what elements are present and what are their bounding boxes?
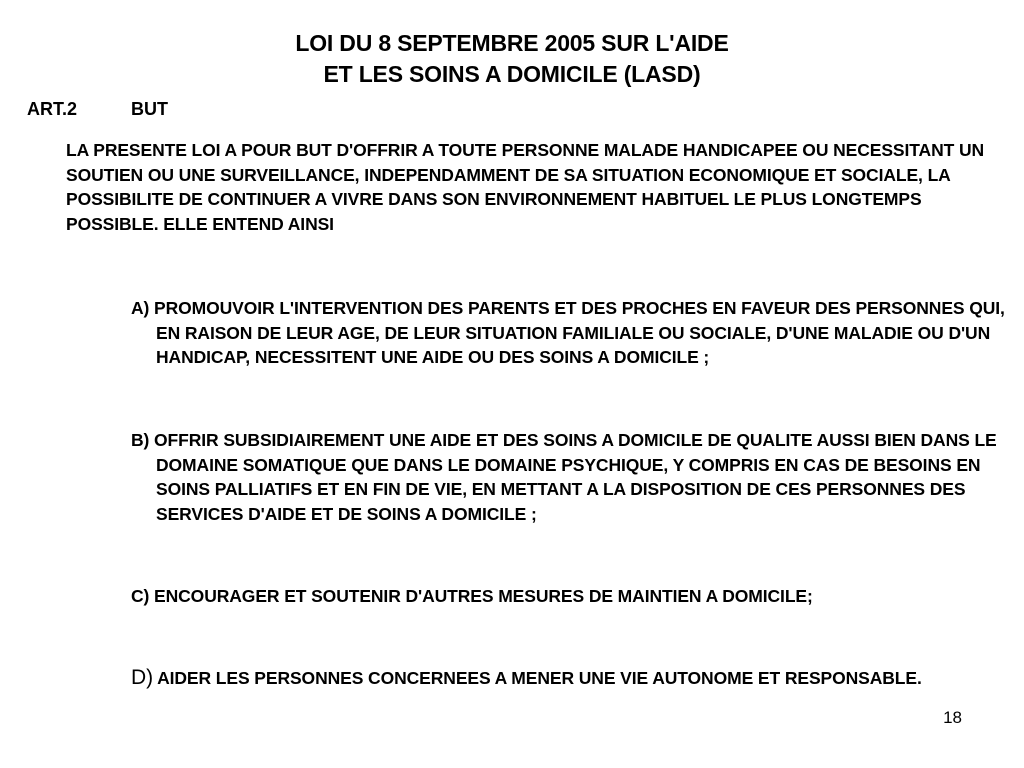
title-line-2: ET LES SOINS A DOMICILE (LASD) [323,61,701,87]
article-label: BUT [131,99,168,119]
list-item-a [131,296,1016,370]
item-text: ENCOURAGER ET SOUTENIR D'AUTRES MESURES DE MAINTIEN A DOMICILE; [154,586,813,606]
item-letter: B) [131,430,150,450]
list-item-d [131,666,1016,691]
item-letter: A) [131,298,150,318]
list-item-c [131,584,1016,609]
intro-paragraph: LA PRESENTE LOI A POUR BUT D'OFFRIR A TOUTE PERSONNE MALADE HANDICAPEE OU NECESSITANT UN SOUTIEN OU UNE SURVEILLANCE, INDEPENDAMMENT DE SA SITUATION ECONOMIQUE ET SOCIALE, LA POSSIBILITE DE CONTINUER A VIVRE DANS SON ENVIRONNEMENT HABITUEL LE PLUS LONGTEMPS POSSIBLE. ELLE ENTEND AINSI [66,140,985,234]
list-item-b [131,428,1016,526]
article-number: ART.2 [27,99,78,119]
item-text: OFFRIR SUBSIDIAIREMENT UNE AIDE ET DES SOINS A DOMICILE DE QUALITE AUSSI BIEN DANS LE DOMAINE SOMATIQUE QUE DANS LE DOMAINE PSYCHIQUE, Y COMPRIS EN CAS DE BESOINS EN SOINS PALLIATIFS ET EN FIN DE VIE, EN METTANT A LA DISPOSITION DE CES PERSONNES DES SERVICES D'AIDE ET DE SOINS A DOMICILE ; [154,430,997,524]
slide-title [0,28,1024,90]
title-line-1: LOI DU 8 SEPTEMBRE 2005 SUR L'AIDE [295,30,729,56]
page-number: 18 [943,708,962,727]
item-letter: C) [131,586,150,606]
item-text: PROMOUVOIR L'INTERVENTION DES PARENTS ET DES PROCHES EN FAVEUR DES PERSONNES QUI, EN RAISON DE LEUR AGE, DE LEUR SITUATION FAMILIALE OU SOCIALE, D'UNE MALADIE OU D'UN HANDICAP, NECESSITENT UNE AIDE OU DES SOINS A DOMICILE ; [154,298,1005,367]
item-letter: D) [131,666,153,689]
item-text: AIDER LES PERSONNES CONCERNEES A MENER UNE VIE AUTONOME ET RESPONSABLE. [157,668,922,688]
